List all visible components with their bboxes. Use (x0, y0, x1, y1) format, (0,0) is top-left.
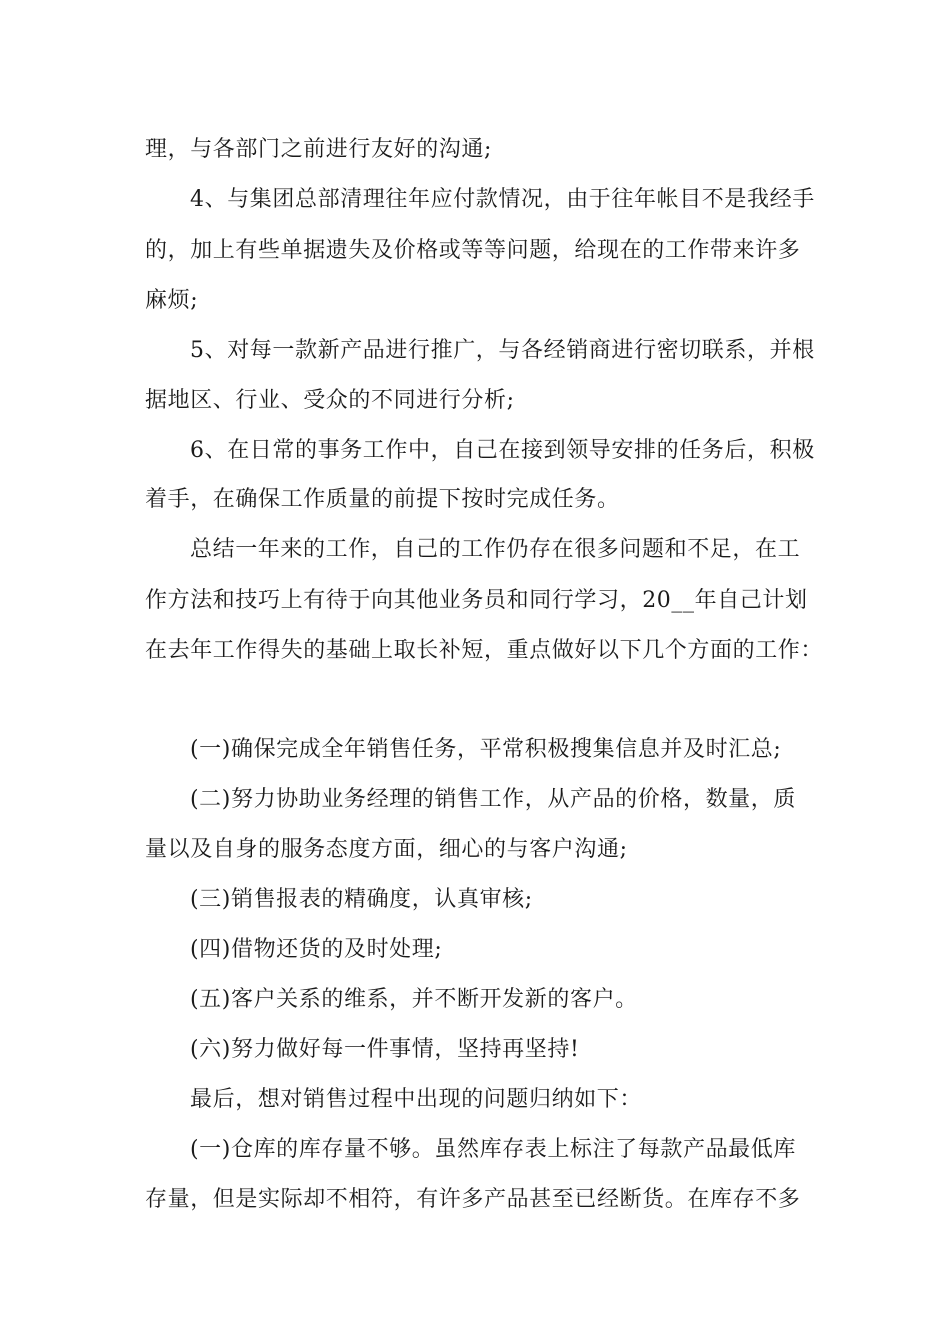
list-item: (三)销售报表的精确度，认真审核; (190, 887, 533, 912)
text-line: 的，加上有些单据遗失及价格或等等问题，给现在的工作带来许多 (145, 238, 801, 263)
list-item: (四)借物还货的及时处理; (190, 937, 443, 962)
text-line: 存量，但是实际却不相符，有许多产品甚至已经断货。在库存不多 (145, 1187, 801, 1212)
text-line: 在去年工作得失的基础上取长补短，重点做好以下几个方面的工作： (145, 638, 824, 663)
list-item: (一)确保完成全年销售任务，平常积极搜集信息并及时汇总; (190, 737, 782, 762)
text-line: 作方法和技巧上有待于向其他业务员和同行学习，20__年自己计划 (145, 588, 808, 613)
text-line: 6、在日常的事务工作中，自己在接到领导安排的任务后，积极 (190, 438, 815, 463)
text-line: 总结一年来的工作，自己的工作仍存在很多问题和不足，在工 (190, 537, 801, 562)
list-item: (六)努力做好每一件事情，坚持再坚持! (190, 1037, 580, 1062)
text-line: 麻烦; (145, 288, 199, 313)
text-line: 量以及自身的服务态度方面，细心的与客户沟通; (145, 837, 628, 862)
text-line: 5、对每一款新产品进行推广，与各经销商进行密切联系，并根 (190, 338, 815, 363)
text-line: 最后，想对销售过程中出现的问题归纳如下： (190, 1087, 643, 1112)
list-item: (一)仓库的库存量不够。虽然库存表上标注了每款产品最低库 (190, 1137, 796, 1162)
text-line: 4、与集团总部清理往年应付款情况，由于往年帐目不是我经手 (190, 187, 815, 212)
text-line: 据地区、行业、受众的不同进行分析; (145, 388, 515, 413)
list-item: (五)客户关系的维系，并不断开发新的客户。 (190, 987, 638, 1012)
text-line: 理，与各部门之前进行友好的沟通; (145, 137, 493, 162)
list-item: (二)努力协助业务经理的销售工作，从产品的价格，数量，质 (190, 787, 796, 812)
text-line: 着手，在确保工作质量的前提下按时完成任务。 (145, 487, 620, 512)
